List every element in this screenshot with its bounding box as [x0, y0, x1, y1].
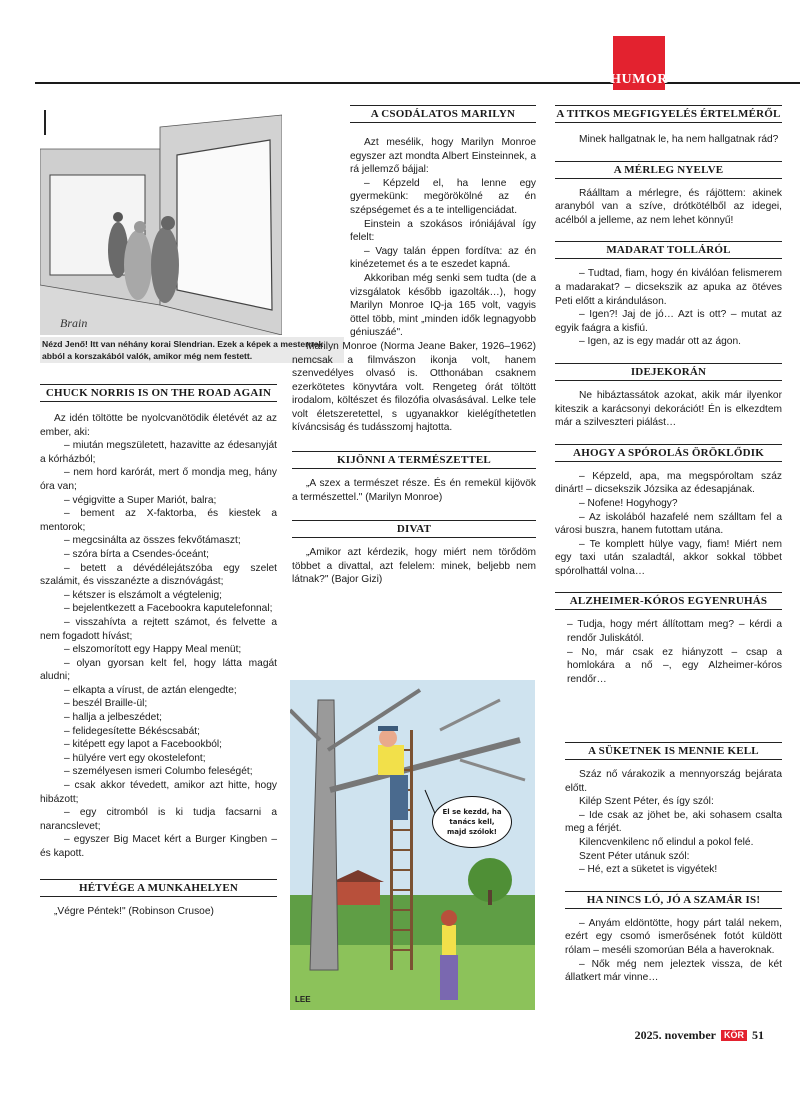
paragraph: – Igen, az is egy madár ott az ágon. [579, 336, 741, 348]
paragraph: – nem hord karórát, mert ő mondja meg, hány óra van; [40, 467, 277, 492]
article-title-merleg: A MÉRLEG NYELVE [555, 161, 782, 179]
tree-cartoon [290, 680, 535, 1010]
paragraph: – visszahívta a rejtett számot, és felvette a nem fogadott hívást; [40, 616, 277, 642]
article-title-hetvege: HÉTVÉGE A MUNKAHELYEN [40, 879, 277, 897]
paragraph: – Nők még nem jeleztek vissza, de két állatkert már vinne… [565, 958, 782, 984]
paragraph: – beszél Braille-ül; [64, 698, 148, 710]
paragraph: – Vagy talán éppen fordítva: az én kinézetemet és a te eszedet kapná. [350, 245, 536, 271]
paragraph: – megcsinálta az összes fekvőtámaszt; [64, 535, 241, 547]
issue-date: 2025. november [634, 1028, 716, 1042]
paragraph: – No, már csak ez hiányzott – csap a homlokára a nő –, egy Alzheimer-kóros rendőr… [567, 646, 782, 685]
suket-text [565, 768, 782, 877]
chuck-list [40, 439, 277, 860]
cartoon2-signature: LEE [295, 995, 311, 1004]
article-title-alzheimer: ALZHEIMER-KÓROS EGYENRUHÁS [555, 592, 782, 610]
chuck-intro: Az idén töltötte be nyolcvanötödik életévét az az ember, aki: [40, 413, 277, 438]
idejekoran-text: Ne hibáztassátok azokat, akik már ilyenkor kiteszik a karácsonyi dekorációt! Én is elkezdtem már a szilveszteri piálást… [555, 389, 782, 429]
paragraph: – Tudja, hogy mért állítottam meg? – kérdi a rendőr Juliskától. [567, 619, 782, 645]
speech-bubble [432, 796, 512, 848]
paragraph: Marilyn Monroe (Norma Jeane Baker, 1926–1962) nemcsak a filmvászon ikonja volt, hanem szenvedélyes olvasó is. Otthonában csaknem ezerkötetes könyvtára volt. Rengeteg órát töltött irodalom, költészet és filozófia olvasásával. Lelke tele volt életszeretettel, s ugyanakkor kielégíthetetlen kíváncsiság és tudásszomj hajtotta. [292, 340, 536, 434]
article-title-madarat: MADARAT TOLLÁRÓL [555, 241, 782, 259]
header-rule [35, 82, 800, 84]
paragraph: – Anyám eldöntötte, hogy párt talál nekem, ezért egy csomó ismerősének fotót küldött rólam – meséli szomorúan Béla a haveroknak. [565, 917, 782, 956]
column-3 [555, 105, 782, 686]
paragraph: Szent Péter utánuk szól: [579, 850, 690, 862]
paragraph: – Képzeld el, ha lenne egy gyermekünk: megörökölné az én szépségemet és a te intelligenciádat. [350, 177, 536, 216]
marilyn-text [292, 136, 536, 435]
paragraph: – betett a dévédélejátszóba egy szelet szalámit, és visszanézte a disznóvágást; [40, 562, 277, 588]
section-tag-label: HUMOR [610, 72, 668, 87]
paragraph: Száz nő várakozik a mennyország bejárata előtt. [565, 769, 782, 794]
paragraph: – elkapta a vírust, de aztán elengedte; [64, 684, 237, 696]
paragraph: Akkoriban még senki sem tudta (de a vizsgálatok később igazolták…), hogy Marilyn Monroe IQ-ja 165 volt, vagyis öttel több, mint „minden idők legnagyobb géniuszáé". [350, 272, 536, 339]
paragraph: – kitépett egy lapot a Facebookból; [64, 739, 223, 751]
paragraph: Einstein a szokásos iróniájával így felelt: [350, 218, 536, 244]
article-title-sporolas: AHOGY A SPÓROLÁS ÖRÖKLŐDIK [555, 444, 782, 462]
paragraph: – egy citromból is ki tudja facsarni a narancslevet; [40, 807, 277, 832]
paragraph: – Ide csak az jöhet be, aki sohasem csalta meg a férjét. [565, 809, 782, 835]
paragraph: – Képzeld, apa, ma megspóroltam száz dinárt! – dicsekszik Józsika az édesapjának. [555, 470, 782, 496]
paragraph: – Tudtad, fiam, hogy én kiválóan felismerem a madarakat? – dicsekszik az apuka az ötéves Peti előtt a kiránduláson. [555, 268, 782, 307]
speech-bubble-text: El se kezdd, ha tanács kell, majd szólok! [442, 808, 502, 836]
paragraph: – kétszer is elszámolt a végtelenig; [64, 589, 222, 601]
paragraph: – miután megszületett, hazavitte az édesanyját a kórházból; [40, 440, 277, 465]
madarat-text [555, 267, 782, 349]
column-3-lower [565, 742, 782, 985]
gallery-cartoon-caption: Nézd Jenő! Itt van néhány korai Slendrian. Ezek a képek a mesternek abból a korszakából valók, amikor még nem festett. [40, 337, 344, 363]
paragraph: – bejelentkezett a Facebookra kaputelefonnal; [64, 603, 273, 615]
paragraph: – hallja a jelbeszédet; [64, 712, 162, 724]
paragraph: – Nofene! Hogyhogy? [579, 497, 678, 509]
page-footer [635, 1028, 764, 1043]
szamar-text [565, 917, 782, 985]
column-2-top [350, 105, 536, 131]
magazine-logo: KÖR [721, 1030, 747, 1041]
paragraph: Kilencvenkilenc nő elindul a pokol felé. [579, 836, 754, 848]
tree-cartoon-drawing [290, 680, 535, 1010]
paragraph: – elszomorított egy Happy Meal menüt; [64, 644, 242, 656]
paragraph: – olyan gyorsan kelt fel, hogy látta magát aludni; [40, 657, 277, 683]
paragraph: Azt mesélik, hogy Marilyn Monroe egyszer azt mondta Albert Einsteinnek, a rá jellemző bájjal: [350, 137, 536, 176]
paragraph: – felidegesítette Békéscsabát; [64, 725, 200, 737]
paragraph: – Hé, ezt a süketet is vigyétek! [579, 864, 718, 876]
section-tag [610, 36, 668, 90]
paragraph: – Az iskolából hazafelé nem szálltam fel a városi buszra, hanem futottam utána. [555, 511, 782, 537]
sporolas-text [555, 470, 782, 579]
paragraph: Kilép Szent Péter, és így szól: [579, 796, 714, 808]
article-title-titkos: A TITKOS MEGFIGYELÉS ÉRTELMÉRŐL [555, 105, 782, 123]
cartoon1-signature: Brain [60, 316, 88, 330]
article-title-idejekoran: IDEJEKORÁN [555, 363, 782, 381]
gallery-cartoon [40, 105, 282, 335]
paragraph: – személyesen ismeri Columbo feleségét; [64, 766, 253, 778]
paragraph: – csak akkor tévedett, amikor azt hitte, hogy hibázott; [40, 780, 277, 805]
gallery-cartoon-drawing [40, 105, 282, 335]
article-title-kijonni: KIJÖNNI A TERMÉSZETTEL [292, 451, 536, 469]
article-title-suket: A SÜKETNEK IS MENNIE KELL [565, 742, 782, 760]
article-title-divat: DIVAT [292, 520, 536, 538]
paragraph: – hülyére vert egy okostelefont; [64, 752, 206, 764]
alzheimer-text [555, 618, 782, 686]
hetvege-text: „Végre Péntek!" (Robinson Crusoe) [54, 905, 214, 917]
paragraph: – végigvitte a Super Mariót, balra; [64, 494, 217, 506]
article-title-szamar: HA NINCS LÓ, JÓ A SZAMÁR IS! [565, 891, 782, 909]
article-title-chuck: CHUCK NORRIS IS ON THE ROAD AGAIN [40, 384, 277, 402]
paragraph: – Te komplett hülye vagy, fiam! Miért nem egy taxi után szaladtál, akkor sokkal többet spórolhattál volna… [555, 538, 782, 577]
page-number: 51 [752, 1028, 764, 1042]
paragraph: – egyszer Big Macet kért a Burger Kingben – és kapott. [40, 834, 277, 859]
divat-text: „Amikor azt kérdezik, hogy miért nem törődöm többet a divattal, azt felelem: minek, beljebb nem látnak?" (Bajor Gizi) [292, 547, 536, 586]
column-2 [292, 136, 536, 587]
paragraph: – szóra bírta a Csendes-óceánt; [64, 548, 209, 560]
kijonni-text: „A szex a természet része. És én remekül kijövök a természettel." (Marilyn Monroe) [292, 478, 536, 503]
merleg-text: Ráálltam a mérlegre, és rájöttem: akinek aranyból van a szíve, drótkötélből az idegei, acélból a jelleme, az nem lehet könnyű! [555, 187, 782, 226]
column-1 [40, 384, 277, 918]
titkos-text: Minek hallgatnak le, ha nem hallgatnak rád? [579, 134, 779, 145]
paragraph: – bement az X-faktorba, és kiestek a mentorok; [40, 508, 277, 533]
paragraph: – Igen?! Jaj de jó… Azt is ott? – mutat az egyik faágra a kisfiú. [555, 309, 782, 334]
article-title-marilyn: A CSODÁLATOS MARILYN [350, 105, 536, 123]
